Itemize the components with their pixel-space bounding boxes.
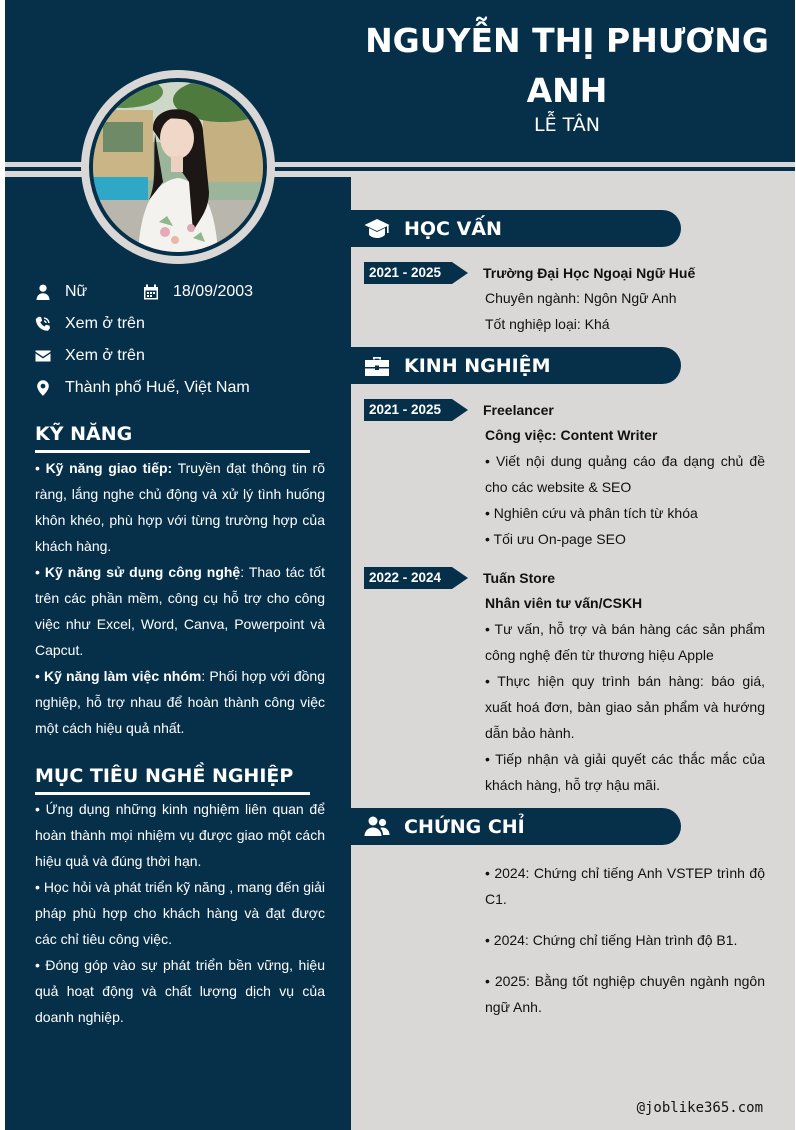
job-period: 2022 - 2024 (364, 567, 452, 589)
email-value: Xem ở trên (65, 347, 145, 364)
certificates-section-header (351, 808, 681, 845)
avatar (89, 78, 267, 256)
objective-item: • Học hỏi và phát triển kỹ năng , mang đến giải pháp phù hợp cho khách hàng và đạt được các chỉ tiêu công việc. (35, 879, 325, 947)
gender-row (35, 283, 87, 301)
phone-icon (35, 316, 51, 332)
skill-item: • Kỹ năng làm việc nhóm: Phối hợp với đồng nghiệp, hỗ trợ nhau để hoàn thành công việc một cách hiệu quả nhất. (35, 668, 325, 736)
job-period-tag (364, 567, 468, 589)
email-row (35, 347, 145, 365)
sidebar (5, 177, 351, 1130)
job-task: • Tối ưu On-page SEO (485, 531, 626, 547)
period-arrow (452, 399, 468, 421)
experience-section-header (351, 347, 681, 384)
map-pin-icon (35, 380, 51, 396)
period-arrow (452, 567, 468, 589)
job-company: Tuấn Store (483, 570, 556, 586)
skills-title-underline (35, 450, 310, 453)
skill-item: • Kỹ năng giao tiếp: Truyền đạt thông tin rõ ràng, lắng nghe chủ động và xử lý tình huống khôn khéo, phù hợp với từng trường hợp của khách hàng. (35, 460, 326, 554)
gender-value: Nữ (65, 283, 88, 300)
resume-page (5, 0, 795, 1130)
users-icon (364, 814, 390, 840)
envelope-icon (35, 348, 51, 364)
objective-title-underline (35, 792, 310, 795)
job-task: • Thực hiện quy trình bán hàng: báo giá, xuất hoá đơn, bàn giao sản phẩm và hướng dẫn bảo hành. (485, 673, 765, 741)
objective-item: • Ứng dụng những kinh nghiệm liên quan để hoàn thành mọi nhiệm vụ được giao một cách hiệu quả và đúng thời hạn. (35, 801, 325, 869)
education-period: 2021 - 2025 (364, 262, 452, 284)
birthday-value: 18/09/2003 (173, 283, 254, 300)
phone-row (35, 315, 145, 333)
objective-item: • Đóng góp vào sự phát triển bền vững, hiệu quả hoạt động và chất lượng dịch vụ của doanh nghiệp. (35, 957, 325, 1025)
certificates-title: CHỨNG CHỈ (404, 815, 525, 838)
certificate-item: • 2024: Chứng chỉ tiếng Anh VSTEP trình độ C1. (485, 865, 765, 907)
job-position: Công việc: Content Writer (485, 427, 658, 443)
job-task: • Tiếp nhận và giải quyết các thắc mắc của khách hàng, hỗ trợ hậu mãi. (485, 751, 765, 793)
user-icon (35, 284, 51, 300)
certificate-item: • 2025: Bằng tốt nghiệp chuyên ngành ngôn ngữ Anh. (485, 973, 765, 1015)
address-row (35, 379, 250, 397)
education-school: Trường Đại Học Ngoại Ngữ Huế (483, 265, 696, 281)
job-period: 2021 - 2025 (364, 399, 452, 421)
skills-list (35, 455, 325, 741)
certificate-item: • 2024: Chứng chỉ tiếng Hàn trình độ B1. (485, 932, 738, 948)
job-task: • Tư vấn, hỗ trợ và bán hàng các sản phẩm công nghệ đến từ thương hiệu Apple (485, 621, 765, 663)
job-company: Freelancer (483, 402, 554, 418)
experience-title: KINH NGHIỆM (404, 354, 551, 377)
objective-title: MỤC TIÊU NGHỀ NGHIỆP (35, 765, 294, 787)
job-task: • Nghiên cứu và phân tích từ khóa (485, 505, 698, 521)
job-task: • Viết nội dung quảng cáo đa dạng chủ đề cho các website & SEO (485, 453, 765, 495)
education-title: HỌC VẤN (404, 217, 502, 240)
job-position: Nhân viên tư vấn/CSKH (485, 595, 643, 611)
education-section-header (351, 210, 681, 247)
job-period-tag (364, 399, 468, 421)
education-period-tag (364, 262, 468, 284)
candidate-role: LỄ TÂN (534, 114, 600, 136)
address-value: Thành phố Huế, Việt Nam (65, 379, 250, 396)
education-major: Chuyên ngành: Ngôn Ngữ Anh (485, 290, 677, 306)
period-arrow (452, 262, 468, 284)
briefcase-icon (364, 353, 390, 379)
skills-title: KỸ NĂNG (35, 423, 133, 445)
birthday-row (143, 283, 253, 301)
avatar-photo (93, 82, 263, 252)
candidate-name: NGUYỄN THỊ PHƯƠNG ANH (365, 21, 769, 110)
objective-list (35, 796, 325, 1030)
phone-value: Xem ở trên (65, 315, 145, 332)
calendar-icon (143, 284, 159, 300)
footer-watermark: @joblike365.com (636, 1100, 763, 1116)
graduation-cap-icon (364, 216, 390, 242)
education-grade: Tốt nghiệp loại: Khá (485, 316, 610, 332)
skill-item: • Kỹ năng sử dụng công nghệ: Thao tác tốt trên các phần mềm, công cụ hỗ trợ cho công việc như Excel, Word, Canva, Powerpoint và Capcut. (35, 564, 325, 658)
